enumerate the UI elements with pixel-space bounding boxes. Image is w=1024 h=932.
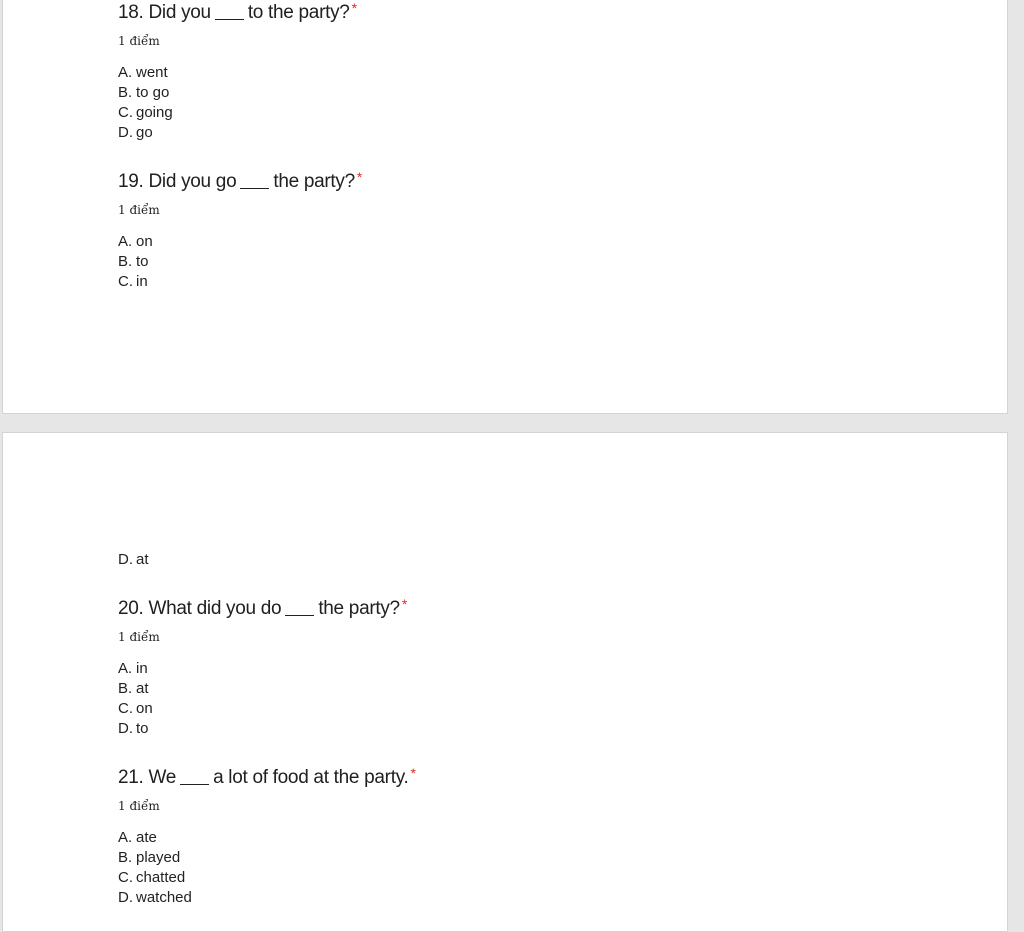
option-d[interactable]: D. go xyxy=(118,124,153,141)
question-text-before: Did you go xyxy=(148,171,237,192)
question-text-after: the party? xyxy=(318,598,400,619)
question-21 xyxy=(118,762,416,908)
question-18 xyxy=(118,0,357,143)
question-19 xyxy=(118,166,362,292)
question-number: 19. xyxy=(118,171,144,192)
required-asterisk: * xyxy=(401,596,407,612)
blank-line xyxy=(240,187,269,189)
question-number: 18. xyxy=(118,2,144,23)
blank-line xyxy=(285,614,314,616)
option-d[interactable]: D. watched xyxy=(118,889,192,906)
points-label: 1 điểm xyxy=(118,630,160,644)
question-number: 20. xyxy=(118,598,144,619)
options-list xyxy=(118,63,357,143)
question-title xyxy=(118,762,416,789)
question-text-after: the party? xyxy=(273,171,355,192)
points-label: 1 điểm xyxy=(118,34,160,48)
option-c[interactable]: C. on xyxy=(118,700,153,717)
option-a[interactable]: A. went xyxy=(118,64,168,81)
option-c[interactable]: C. going xyxy=(118,104,173,121)
options-list xyxy=(118,232,362,292)
required-asterisk: * xyxy=(351,0,357,16)
question-text-after: a lot of food at the party. xyxy=(213,767,409,788)
option-d[interactable]: D. at xyxy=(118,551,149,568)
question-number: 21. xyxy=(118,767,144,788)
points-label: 1 điểm xyxy=(118,203,160,217)
option-d[interactable]: D. to xyxy=(118,720,149,737)
option-c[interactable]: C. in xyxy=(118,273,148,290)
option-a[interactable]: A. on xyxy=(118,233,153,250)
option-c[interactable]: C. chatted xyxy=(118,869,186,886)
option-a[interactable]: A. ate xyxy=(118,829,157,846)
option-b[interactable]: B. to xyxy=(118,253,149,270)
option-b[interactable]: B. to go xyxy=(118,84,170,101)
question-title xyxy=(118,166,362,193)
question-19-continued xyxy=(118,550,149,570)
options-list xyxy=(118,828,416,908)
question-title xyxy=(118,593,407,620)
required-asterisk: * xyxy=(356,169,362,185)
options-list xyxy=(118,659,407,739)
points-label: 1 điểm xyxy=(118,799,160,813)
form-page-card xyxy=(2,432,1008,932)
question-text-before: We xyxy=(148,767,177,788)
option-a[interactable]: A. in xyxy=(118,660,148,677)
question-title xyxy=(118,0,357,24)
blank-line xyxy=(215,18,244,20)
question-20 xyxy=(118,593,407,739)
required-asterisk: * xyxy=(410,765,416,781)
form-page-card xyxy=(2,0,1008,414)
option-b[interactable]: B. at xyxy=(118,680,149,697)
question-text-after: to the party? xyxy=(247,2,350,23)
question-text-before: What did you do xyxy=(148,598,282,619)
option-b[interactable]: B. played xyxy=(118,849,181,866)
question-text-before: Did you xyxy=(148,2,211,23)
blank-line xyxy=(180,783,209,785)
